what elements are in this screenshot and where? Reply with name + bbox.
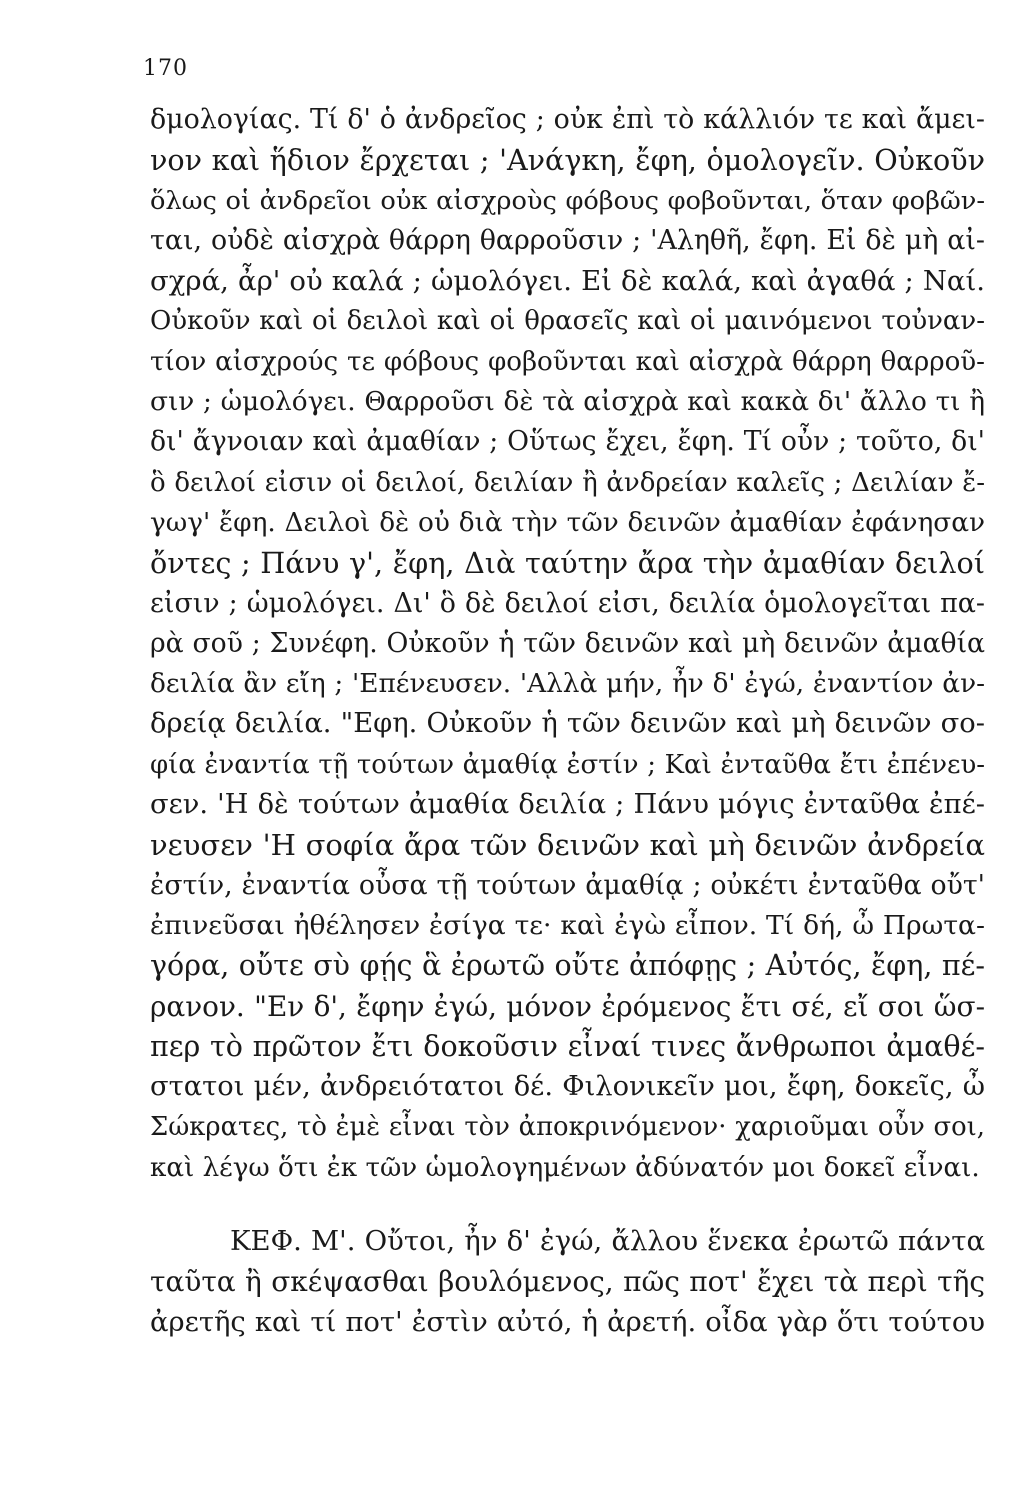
text-line: περ τὸ πρῶτον ἔτι δοκοῦσιν εἶναί τινες ἄνθρωποι ἀμαθέ- [150, 1029, 985, 1063]
text-line: φία ἐναντία τῇ τούτων ἀμαθίᾳ ἐστίν ; Καὶ ἐνταῦθα ἔτι ἐπένευ- [150, 749, 985, 780]
text-line: Σώκρατες, τὸ ἐμὲ εἶναι τὸν ἀποκρινόμενον· χαριοῦμαι οὖν σοι, [150, 1112, 985, 1143]
text-line: δειλία ἂν εἴη ; 'Επένευσεν. 'Αλλὰ μήν, ἦν δ' ἐγώ, ἐναντίον ἀν- [150, 669, 985, 700]
text-line: τίον αἰσχρούς τε φόβους φοβοῦνται καὶ αἰσχρὰ θάρρη θαρροῦ- [150, 346, 985, 377]
text-line: ται, οὐδὲ αἰσχρὰ θάρρη θαρροῦσιν ; 'Αληθῆ, ἔφη. Εἰ δὲ μὴ αἰ- [150, 224, 985, 256]
text-line: δρείᾳ δειλία. "Εφη. Οὐκοῦν ἡ τῶν δεινῶν καὶ μὴ δεινῶν σο- [150, 708, 985, 740]
text-line: ρὰ σοῦ ; Συνέφη. Οὐκοῦν ἡ τῶν δεινῶν καὶ μὴ δεινῶν ἀμαθία [150, 627, 985, 659]
text-line: ἐστίν, ἐναντία οὖσα τῇ τούτων ἀμαθίᾳ ; οὐκέτι ἐνταῦθα οὔτ' [150, 869, 985, 901]
chapter-paragraph [150, 1222, 985, 1343]
text-line: καὶ λέγω ὅτι ἐκ τῶν ὡμολογημένων ἀδύνατόν μοι δοκεῖ εἶναι. [150, 1152, 980, 1183]
text-line: ὅλως οἱ ἀνδρεῖοι οὐκ αἰσχροὺς φόβους φοβοῦνται, ὅταν φοβῶν- [150, 185, 985, 216]
text-line: δμολογίας. Τί δ' ὁ ἀνδρεῖος ; οὐκ ἐπὶ τὸ κάλλιόν τε καὶ ἄμει- [150, 104, 985, 135]
text-line: ταῦτα ἢ σκέψασθαι βουλόμενος, πῶς ποτ' ἔχει τὰ περὶ τῆς [150, 1265, 985, 1299]
text-line: ἀρετῆς καὶ τί ποτ' ἐστὶν αὐτό, ἡ ἀρετή. οἶδα γὰρ ὅτι τούτου [150, 1306, 985, 1338]
text-line: εἰσιν ; ὡμολόγει. Δι' ὃ δὲ δειλοί εἰσι, δειλία ὁμολογεῖται πα- [150, 587, 985, 619]
text-line: γωγ' ἔφη. Δειλοὶ δὲ οὐ διὰ τὴν τῶν δεινῶν ἀμαθίαν ἐφάνησαν [150, 507, 985, 538]
text-line: γόρα, οὔτε σὺ φῄς ἃ ἐρωτῶ οὔτε ἀπόφῃς ; Αὐτός, ἔφη, πέ- [150, 949, 985, 983]
main-paragraph [150, 100, 985, 1188]
text-line: σιν ; ὡμολόγει. Θαρροῦσι δὲ τὰ αἰσχρὰ καὶ κακὰ δι' ἄλλο τι ἢ [150, 387, 985, 418]
chapter-heading-line: ΚΕΦ. Μ'. Οὔτοι, ἦν δ' ἐγώ, ἄλλου ἕνεκα ἐρωτῶ πάντα [230, 1226, 985, 1257]
text-line: ὃ δειλοί εἰσιν οἱ δειλοί, δειλίαν ἢ ἀνδρείαν καλεῖς ; Δειλίαν ἔ- [150, 467, 985, 498]
text-line: ὄντες ; Πάνυ γ', ἔφη, Διὰ ταύτην ἄρα τὴν ἀμαθίαν δειλοί [150, 546, 985, 581]
text-line: στατοι μέν, ἀνδρειότατοι δέ. Φιλονικεῖν μοι, ἔφη, δοκεῖς, ὦ [150, 1071, 985, 1103]
text-line: Οὐκοῦν καὶ οἱ δειλοὶ καὶ οἱ θρασεῖς καὶ οἱ μαινόμενοι τοὐναν- [150, 306, 985, 337]
text-line: νον καὶ ἥδιον ἔρχεται ; 'Ανάγκη, ἔφη, ὁμολογεῖν. Οὐκοῦν [150, 143, 985, 178]
text-line: νευσεν 'Η σοφία ἄρα τῶν δεινῶν καὶ μὴ δεινῶν ἀνδρεία [150, 828, 985, 863]
text-line: ἐπινεῦσαι ἠθέλησεν ἐσίγα τε· καὶ ἐγὼ εἶπον. Τί δή, ὦ Πρωτα- [150, 909, 985, 941]
text-line: σεν. 'Η δὲ τούτων ἀμαθία δειλία ; Πάνυ μόγις ἐνταῦθα ἐπέ- [150, 789, 985, 821]
text-line: σχρά, ἆρ' οὐ καλά ; ὡμολόγει. Εἰ δὲ καλά, καὶ ἀγαθά ; Ναί. [150, 265, 985, 298]
text-line: ρανον. "Εν δ', ἔφην ἐγώ, μόνον ἐρόμενος ἔτι σέ, εἴ σοι ὥσ- [150, 989, 985, 1023]
text-line: δι' ἄγνοιαν καὶ ἀμαθίαν ; Οὕτως ἔχει, ἔφη. Τί οὖν ; τοῦτο, δι' [150, 426, 985, 458]
page-number: 170 [143, 56, 188, 81]
